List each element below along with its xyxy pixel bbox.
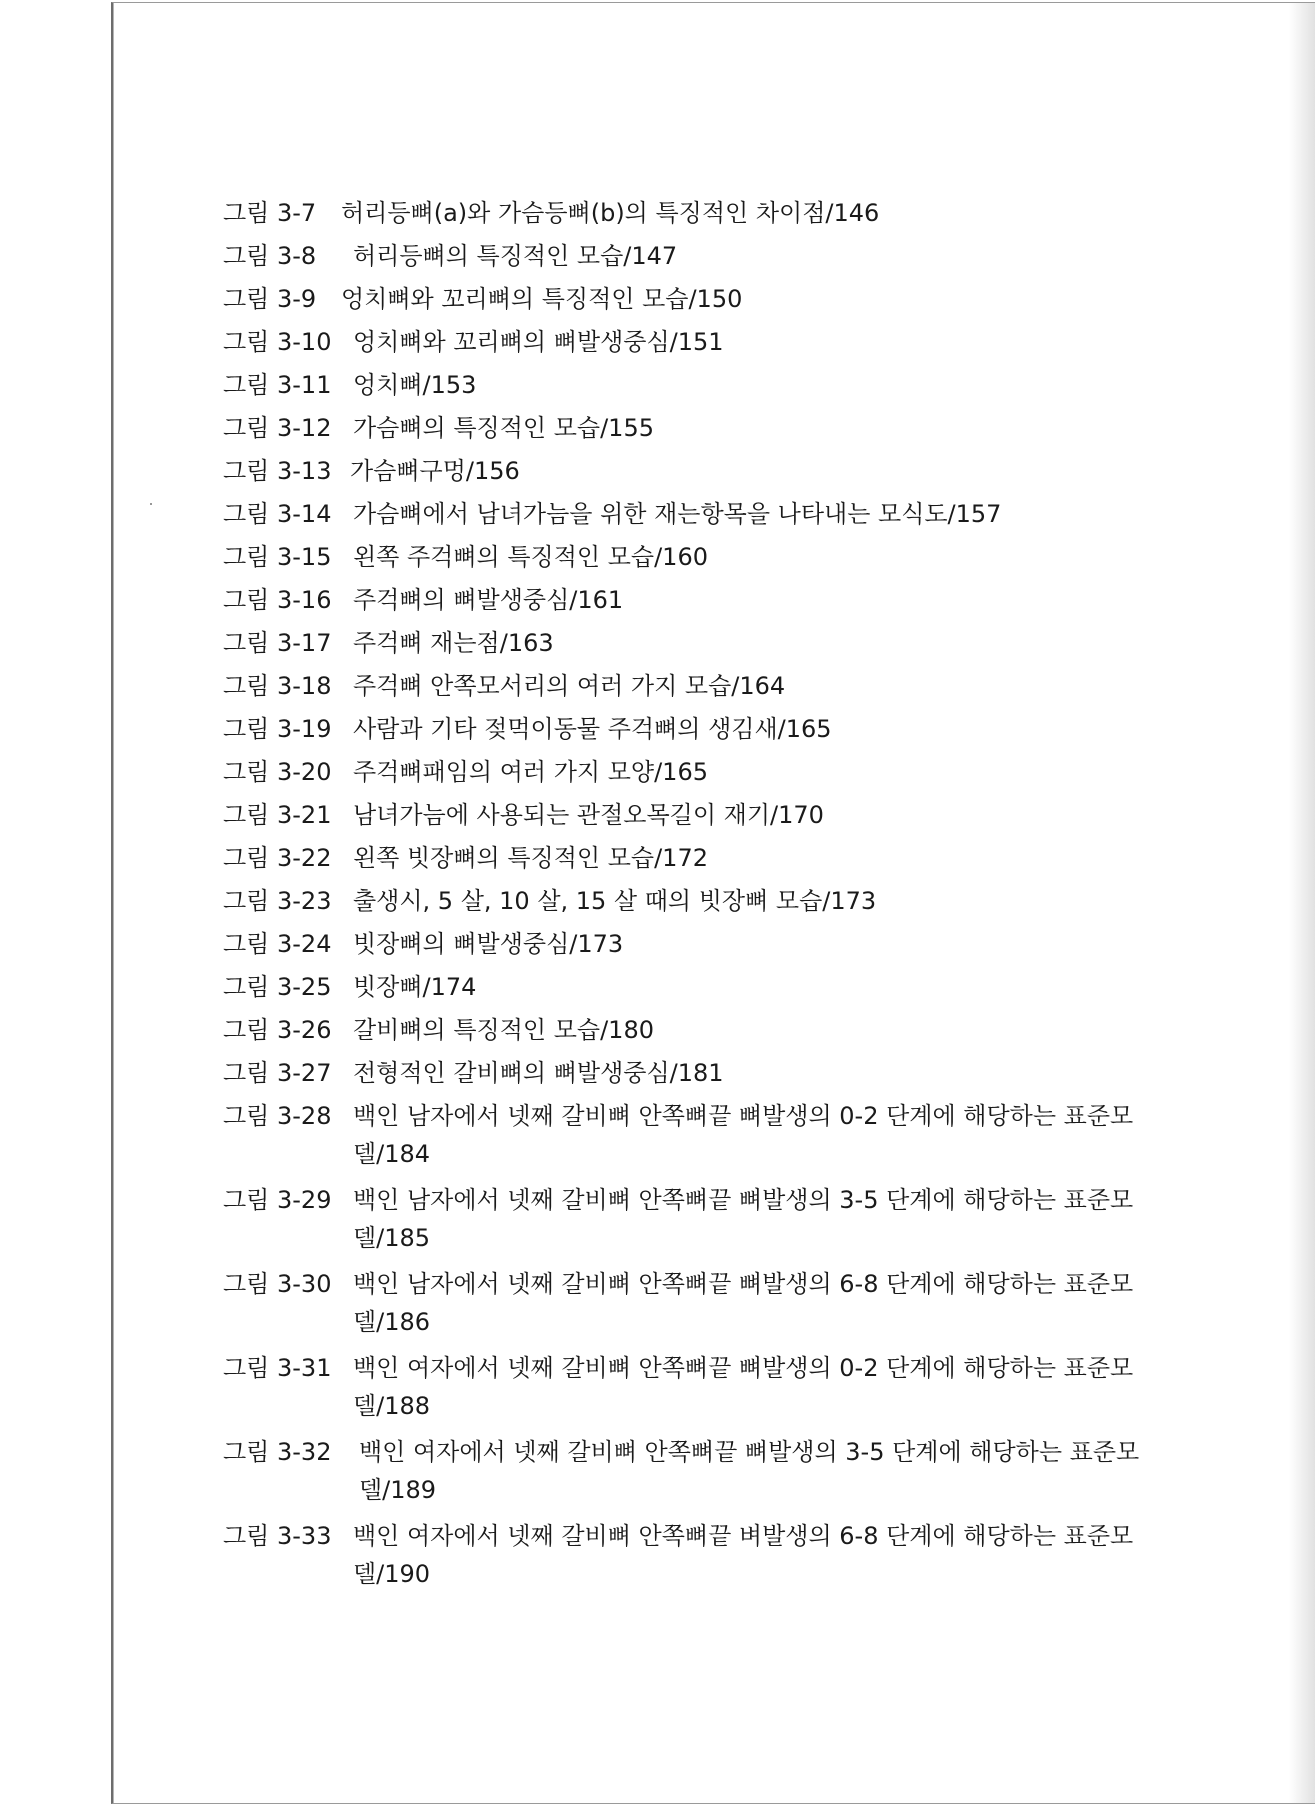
figure-label: 그림 3-13 xyxy=(223,457,332,485)
figure-label: 그림 3-21 xyxy=(223,801,332,829)
figure-entry xyxy=(223,751,1203,794)
figure-entry xyxy=(223,923,1203,966)
figure-label: 그림 3-19 xyxy=(223,715,332,743)
figure-label: 그림 3-14 xyxy=(223,500,332,528)
figure-entry xyxy=(223,450,1203,493)
figure-title: 출생시, 5 살, 10 살, 15 살 때의 빗장뼈 모습/173 xyxy=(353,887,877,915)
figure-title: 갈비뼈의 특징적인 모습/180 xyxy=(353,1016,654,1044)
figure-label: 그림 3-33 xyxy=(223,1522,332,1550)
figure-title: 사람과 기타 젖먹이동물 주걱뼈의 생김새/165 xyxy=(353,715,832,743)
figure-entry xyxy=(223,1052,1203,1095)
figure-label: 그림 3-32 xyxy=(223,1438,332,1466)
figure-label: 그림 3-26 xyxy=(223,1016,332,1044)
figure-entry xyxy=(223,1179,1203,1263)
figure-entry xyxy=(223,665,1203,708)
figure-title: 가슴뼈의 특징적인 모습/155 xyxy=(353,414,654,442)
figure-title: 남녀가늠에 사용되는 관절오목길이 재기/170 xyxy=(353,801,824,829)
figure-title: 왼쪽 빗장뼈의 특징적인 모습/172 xyxy=(353,844,708,872)
figure-title: 백인 남자에서 넷째 갈비뼈 안쪽뼈끝 뼈발생의 6-8 단계에 해당하는 표준모델/186 xyxy=(353,1270,1134,1336)
figure-entry xyxy=(223,1095,1203,1179)
figure-title: 엉치뼈와 꼬리뼈의 뼈발생중심/151 xyxy=(353,328,724,356)
figure-label: 그림 3-15 xyxy=(223,543,332,571)
page-shadow xyxy=(1289,3,1315,1803)
figure-title: 백인 여자에서 넷째 갈비뼈 안쪽뼈끝 뼈발생의 3-5 단계에 해당하는 표준모델/189 xyxy=(359,1438,1140,1504)
figure-label: 그림 3-12 xyxy=(223,414,332,442)
figure-entry xyxy=(223,364,1203,407)
figure-label: 그림 3-29 xyxy=(223,1186,332,1214)
scan-speck xyxy=(150,503,152,505)
figure-label: 그림 3-27 xyxy=(223,1059,332,1087)
figure-label: 그림 3-20 xyxy=(223,758,332,786)
figure-entry xyxy=(223,966,1203,1009)
figure-label: 그림 3-30 xyxy=(223,1270,332,1298)
figure-entry xyxy=(223,493,1203,536)
figure-entry xyxy=(223,235,1203,278)
figure-entry xyxy=(223,880,1203,923)
figure-title: 주걱뼈 재는점/163 xyxy=(353,629,554,657)
figure-title: 엉치뼈/153 xyxy=(353,371,477,399)
figure-entry xyxy=(223,407,1203,450)
figure-title: 빗장뼈/174 xyxy=(353,973,477,1001)
figure-label: 그림 3-8 xyxy=(223,242,317,270)
figure-entry xyxy=(223,708,1203,751)
figure-title: 허리등뼈(a)와 가슴등뼈(b)의 특징적인 차이점/146 xyxy=(341,199,880,227)
figure-title: 전형적인 갈비뼈의 뼈발생중심/181 xyxy=(353,1059,724,1087)
figure-title: 주걱뼈의 뼈발생중심/161 xyxy=(353,586,624,614)
figure-title: 왼쪽 주걱뼈의 특징적인 모습/160 xyxy=(353,543,708,571)
figure-title: 백인 남자에서 넷째 갈비뼈 안쪽뼈끝 뼈발생의 3-5 단계에 해당하는 표준모델/185 xyxy=(353,1186,1134,1252)
figure-label: 그림 3-16 xyxy=(223,586,332,614)
figure-entry xyxy=(223,794,1203,837)
figure-title: 주걱뼈패임의 여러 가지 모양/165 xyxy=(353,758,708,786)
page-edge xyxy=(113,3,114,1803)
figure-entry xyxy=(223,1009,1203,1052)
figure-label: 그림 3-23 xyxy=(223,887,332,915)
figure-entry xyxy=(223,1515,1203,1599)
figure-label: 그림 3-11 xyxy=(223,371,332,399)
figure-list xyxy=(223,192,1203,1599)
figure-title: 백인 여자에서 넷째 갈비뼈 안쪽뼈끝 뼈발생의 0-2 단계에 해당하는 표준모델/188 xyxy=(353,1354,1134,1420)
figure-label: 그림 3-22 xyxy=(223,844,332,872)
figure-title: 백인 남자에서 넷째 갈비뼈 안쪽뼈끝 뼈발생의 0-2 단계에 해당하는 표준모델/184 xyxy=(353,1102,1134,1168)
figure-title: 백인 여자에서 넷째 갈비뼈 안쪽뼈끝 벼발생의 6-8 단계에 해당하는 표준모델/190 xyxy=(353,1522,1134,1588)
figure-entry xyxy=(223,192,1203,235)
figure-label: 그림 3-25 xyxy=(223,973,332,1001)
figure-entry xyxy=(223,1263,1203,1347)
figure-entry xyxy=(223,1431,1203,1515)
figure-title: 허리등뼈의 특징적인 모습/147 xyxy=(353,242,678,270)
figure-entry xyxy=(223,622,1203,665)
figure-entry xyxy=(223,278,1203,321)
figure-label: 그림 3-18 xyxy=(223,672,332,700)
figure-title: 엉치뼈와 꼬리뼈의 특징적인 모습/150 xyxy=(341,285,743,313)
figure-title: 주걱뼈 안쪽모서리의 여러 가지 모습/164 xyxy=(353,672,786,700)
figure-label: 그림 3-24 xyxy=(223,930,332,958)
figure-label: 그림 3-17 xyxy=(223,629,332,657)
figure-label: 그림 3-9 xyxy=(223,285,317,313)
figure-entry xyxy=(223,579,1203,622)
figure-label: 그림 3-28 xyxy=(223,1102,332,1130)
figure-title: 가슴뼈구멍/156 xyxy=(350,457,520,485)
figure-entry xyxy=(223,837,1203,880)
figure-label: 그림 3-7 xyxy=(223,199,317,227)
figure-entry xyxy=(223,1347,1203,1431)
figure-entry xyxy=(223,321,1203,364)
figure-label: 그림 3-10 xyxy=(223,328,332,356)
figure-label: 그림 3-31 xyxy=(223,1354,332,1382)
figure-title: 빗장뼈의 뼈발생중심/173 xyxy=(353,930,624,958)
figure-title: 가슴뼈에서 남녀가늠을 위한 재는항목을 나타내는 모식도/157 xyxy=(353,500,1002,528)
figure-entry xyxy=(223,536,1203,579)
